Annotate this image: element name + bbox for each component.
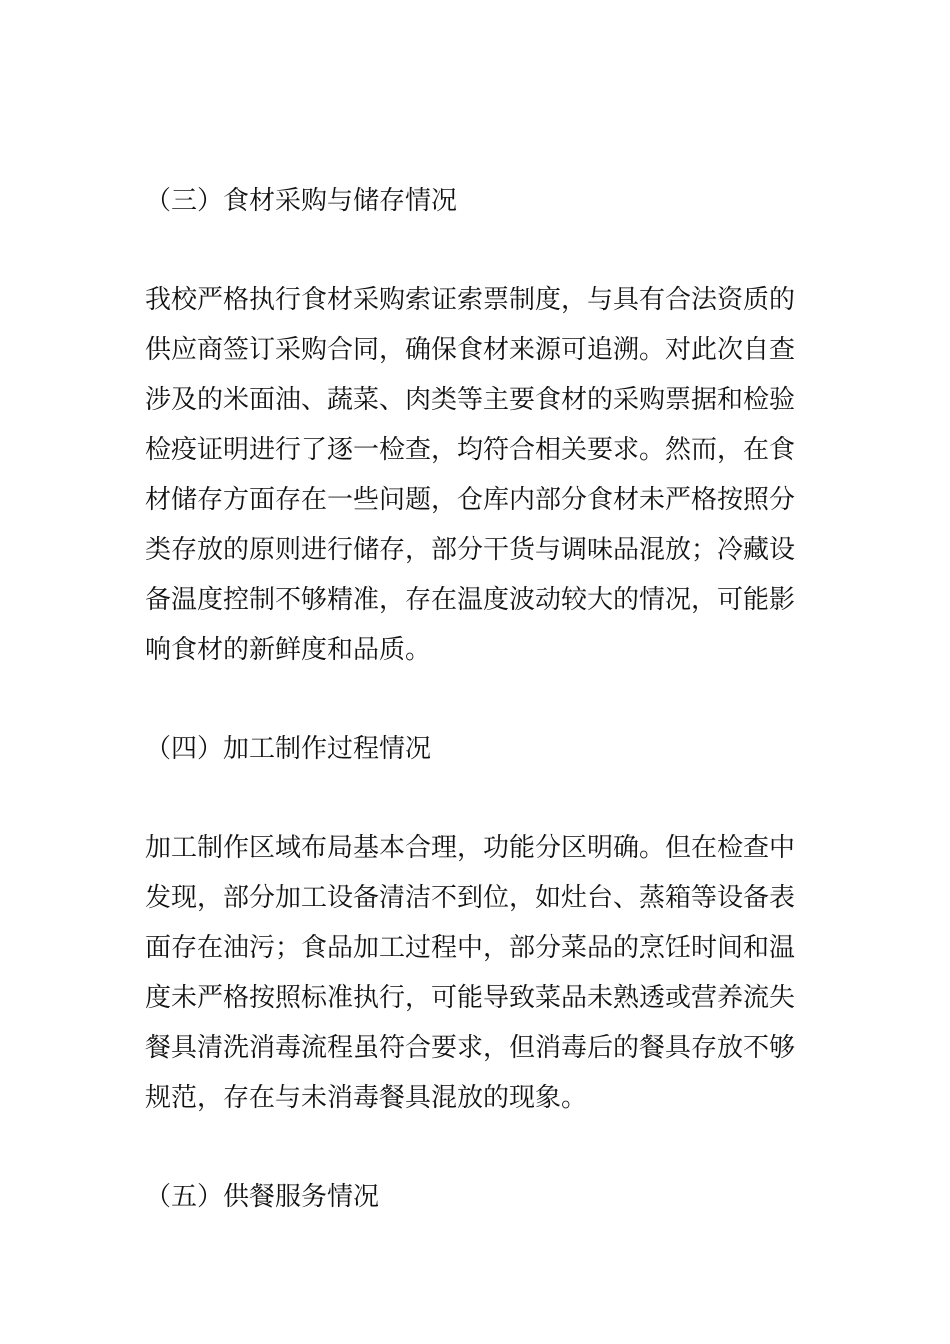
paragraph-line: 材储存方面存在一些问题，仓库内部分食材未严格按照分 <box>145 485 796 515</box>
paragraph-line: 响食材的新鲜度和品质。 <box>145 635 432 665</box>
paragraph-line: 规范，存在与未消毒餐具混放的现象。 <box>145 1083 588 1113</box>
section-heading-5: （五）供餐服务情况 <box>145 1182 380 1212</box>
paragraph-line: 发现，部分加工设备清洁不到位，如灶台、蒸箱等设备表 <box>145 883 796 913</box>
paragraph-line: 度未严格按照标准执行，可能导致菜品未熟透或营养流失 <box>145 983 796 1013</box>
paragraph-line: 餐具清洗消毒流程虽符合要求，但消毒后的餐具存放不够 <box>145 1033 796 1063</box>
paragraph-line: 涉及的米面油、蔬菜、肉类等主要食材的采购票据和检验 <box>145 385 796 415</box>
paragraph-line: 我校严格执行食材采购索证索票制度，与具有合法资质的 <box>145 285 796 315</box>
paragraph-line: 类存放的原则进行储存，部分干货与调味品混放；冷藏设 <box>145 535 796 565</box>
paragraph-line: 面存在油污；食品加工过程中，部分菜品的烹饪时间和温 <box>145 933 796 963</box>
paragraph-line: 检疫证明进行了逐一检查，均符合相关要求。然而，在食 <box>145 435 796 465</box>
paragraph-line: 备温度控制不够精准，存在温度波动较大的情况，可能影 <box>145 585 796 615</box>
section-heading-4: （四）加工制作过程情况 <box>145 734 432 764</box>
paragraph-line: 加工制作区域布局基本合理，功能分区明确。但在检查中 <box>145 833 796 863</box>
paragraph-line: 供应商签订采购合同，确保食材来源可追溯。对此次自查 <box>145 335 796 365</box>
section-heading-3: （三）食材采购与储存情况 <box>145 186 458 216</box>
